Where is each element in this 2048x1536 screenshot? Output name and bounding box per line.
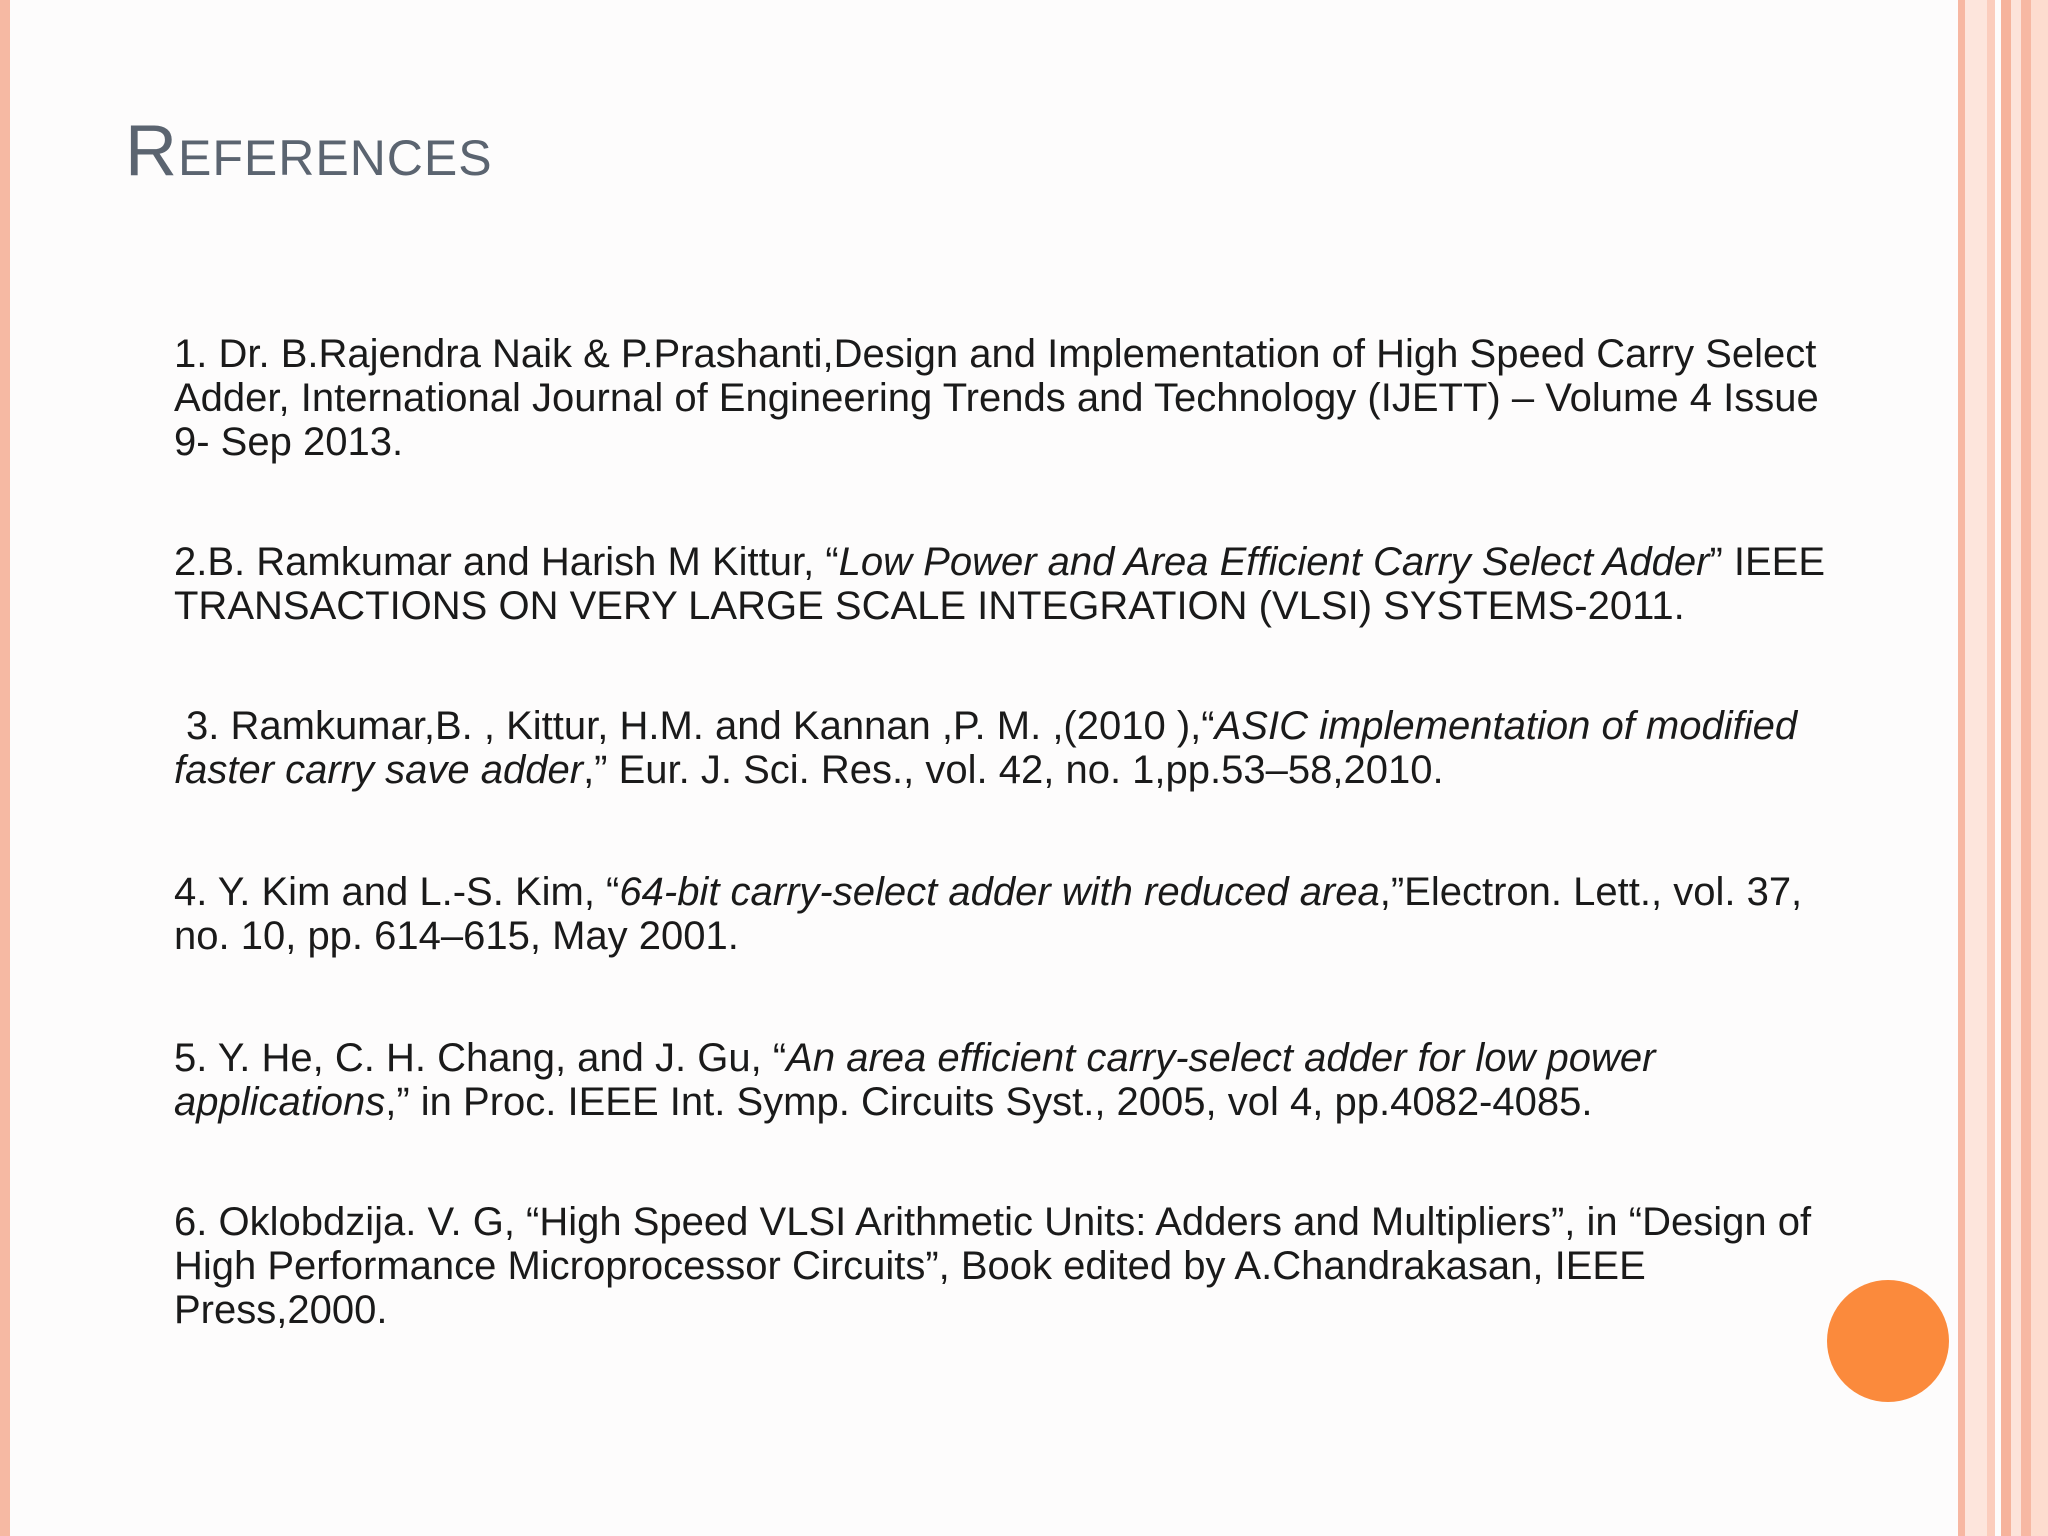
reference-source: ” IEEE TRANSACTIONS ON VERY LARGE SCALE INTEGRATION (VLSI) SYSTEMS-2011.: [174, 540, 1826, 628]
stripe: [1987, 0, 1995, 1536]
reference-source: ,” in Proc. IEEE Int. Symp. Circuits Syst., 2005, vol 4, pp.4082-4085.: [385, 1080, 1593, 1124]
reference-title: 64-bit carry-select adder with reduced area: [619, 870, 1380, 914]
orange-circle-decoration: [1827, 1280, 1949, 1402]
reference-item: [174, 332, 1849, 464]
stripe: [2001, 0, 2011, 1536]
stripe: [2011, 0, 2021, 1536]
reference-text: Oklobdzija. V. G, “High Speed VLSI Arithmetic Units: Adders and Multipliers”, in “Design of High Performance Microprocessor Circuits”, Book edited by A.Chandrakasan, IEEE Press,2000.: [174, 1200, 1812, 1332]
reference-item: [174, 1036, 1849, 1124]
reference-source: ,”Electron. Lett., vol. 37, no. 10, pp. 614–615, May 2001.: [174, 870, 1803, 958]
reference-text: Dr. B.Rajendra Naik & P.Prashanti,Design and Implementation of High Speed Carry Select Adder, International Journal of Engineering Trends and Technology (IJETT) – Volume 4 Issue 9- Sep 2013.: [174, 332, 1819, 464]
page-title: References: [125, 111, 493, 191]
reference-title: Low Power and Area Efficient Carry Select Adder: [838, 540, 1710, 584]
stripe: [1965, 0, 1987, 1536]
reference-list: [174, 332, 1849, 1332]
reference-number: 4.: [174, 870, 208, 914]
reference-title: ASIC implementation of modified faster carry save adder: [174, 704, 1798, 792]
reference-title: An area efficient carry-select adder for low power applications: [174, 1036, 1656, 1124]
reference-item: [174, 704, 1849, 792]
reference-text: Y. He, C. H. Chang, and J. Gu, “: [217, 1036, 787, 1080]
left-border-line: [0, 0, 10, 1536]
reference-item: [174, 540, 1849, 628]
stripe: [1958, 0, 1965, 1536]
reference-number: 3.: [186, 704, 220, 748]
right-decorative-stripes: [1958, 0, 2048, 1536]
reference-text: Y. Kim and L.-S. Kim, “: [217, 870, 620, 914]
reference-text: B. Ramkumar and Harish M Kittur, “: [207, 540, 839, 584]
reference-number: 1.: [174, 332, 208, 376]
reference-number: 6.: [174, 1200, 208, 1244]
reference-number: 5.: [174, 1036, 208, 1080]
reference-source: ,” Eur. J. Sci. Res., vol. 42, no. 1,pp.53–58,2010.: [583, 748, 1444, 792]
reference-item: [174, 870, 1849, 958]
stripe: [2021, 0, 2031, 1536]
reference-item: [174, 1200, 1849, 1332]
reference-text: Ramkumar,B. , Kittur, H.M. and Kannan ,P. M. ,(2010 ),“: [230, 704, 1215, 748]
stripe: [2031, 0, 2048, 1536]
reference-number: 2.: [174, 540, 208, 584]
